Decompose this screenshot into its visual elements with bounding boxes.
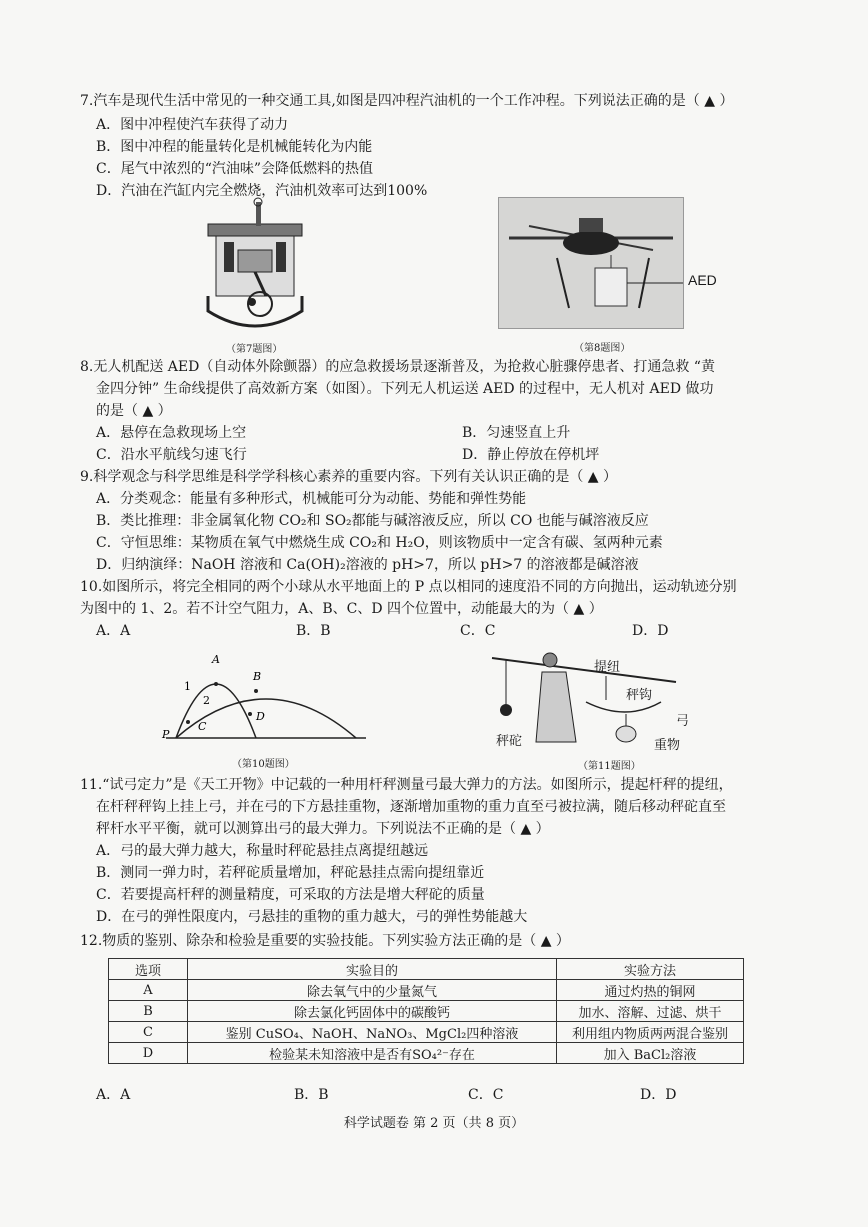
label-p: P (162, 728, 170, 741)
q9-option-d: D．归纳演绎：NaOH 溶液和 Ca(OH)₂溶液的 pH>7，所以 pH>7 的溶液都是碱溶液 (96, 557, 639, 573)
table-header-row (109, 959, 744, 980)
experiment-table (108, 958, 744, 1064)
table-cell: C (109, 1022, 188, 1043)
q7-option-c: C．尾气中浓烈的“汽油味”会降低燃料的热值 (96, 161, 374, 177)
label-chengtuo: 秤砣 (496, 734, 523, 749)
table-cell: D (109, 1043, 188, 1064)
trajectory-figure (156, 650, 376, 750)
table-cell: 利用组内物质两两混合鉴别 (557, 1022, 744, 1043)
q8-option-c: C．沿水平航线匀速飞行 (96, 447, 247, 463)
q11-option-d: D．在弓的弹性限度内，弓悬挂的重物的重力越大，弓的弹性势能越大 (96, 909, 528, 925)
table-cell: 除去氯化钙固体中的碳酸钙 (188, 1001, 557, 1022)
q9-option-b: B．类比推理：非金属氧化物 CO₂和 SO₂都能与碱溶液反应，所以 CO 也能与碱溶液反应 (96, 513, 649, 529)
q12-stem: 12.物质的鉴别、除杂和检验是重要的实验技能。下列实验方法正确的是（ ▲ ） (80, 933, 570, 949)
label-d: D (256, 710, 265, 723)
label-b: B (253, 670, 262, 683)
q9-stem: 9.科学观念与科学思维是科学学科核心素养的重要内容。下列有关认识正确的是（ ▲ ） (80, 469, 618, 485)
q10-option-d: D．D (632, 623, 669, 639)
label-1: 1 (184, 680, 191, 693)
q9-option-a: A．分类观念：能量有多种形式，机械能可分为动能、势能和弹性势能 (96, 491, 527, 507)
q12-option-c: C．C (468, 1087, 504, 1103)
q12-option-d: D．D (640, 1087, 677, 1103)
q7-stem: 7.汽车是现代生活中常见的一种交通工具,如图是四冲程汽油机的一个工作冲程。下列说法正确的是（ ▲ ） (80, 93, 734, 109)
engine-cylinder-figure (200, 196, 310, 336)
q8-option-d: D．静止停放在停机坪 (462, 447, 600, 463)
q11-option-a: A．弓的最大弹力越大，称量时秤砣悬挂点离提纽越远 (96, 843, 429, 859)
q11-figure-caption: （第11题图） (578, 761, 641, 772)
q12-option-a: A．A (96, 1087, 131, 1103)
table-header: 选项 (109, 959, 188, 980)
q9-option-c: C．守恒思维：某物质在氧气中燃烧生成 CO₂和 H₂O，则该物质中一定含有碳、氢两种元素 (96, 535, 663, 551)
q8-option-a: A．悬停在急救现场上空 (96, 425, 247, 441)
q10-stem-line2: 为图中的 1、2。若不计空气阻力，A、B、C、D 四个位置中，动能最大的为（ ▲ ） (80, 601, 603, 617)
table-cell: 除去氧气中的少量氮气 (188, 980, 557, 1001)
label-2: 2 (203, 694, 210, 707)
label-a: A (212, 653, 220, 666)
table-cell: B (109, 1001, 188, 1022)
drone-photo (498, 197, 684, 329)
q11-option-c: C．若要提高杆秤的测量精度，可采取的方法是增大秤砣的质量 (96, 887, 485, 903)
table-cell: 加入 BaCl₂溶液 (557, 1043, 744, 1064)
label-gong: 弓 (676, 714, 690, 729)
q11-option-b: B．测同一弹力时，若秤砣质量增加，秤砣悬挂点需向提纽靠近 (96, 865, 485, 881)
aed-label: AED (688, 272, 717, 288)
q7-option-a: A．图中冲程使汽车获得了动力 (96, 117, 289, 133)
label-tizu: 提纽 (594, 660, 621, 675)
table-cell: 通过灼热的铜网 (557, 980, 744, 1001)
table-row (109, 1001, 744, 1022)
table-cell: A (109, 980, 188, 1001)
label-c: C (198, 720, 207, 733)
q11-stem-line3: 秤杆水平平衡，就可以测算出弓的最大弹力。下列说法不正确的是（ ▲ ） (96, 821, 550, 837)
q7-figure-caption: （第7题图） (226, 344, 283, 355)
label-chenggou: 秤钩 (626, 688, 653, 703)
q12-option-b: B．B (294, 1087, 329, 1103)
label-zhongwu: 重物 (654, 738, 681, 753)
q11-stem-line2: 在杆秤秤钩上挂上弓，并在弓的下方悬挂重物，逐渐增加重物的重力直至弓被拉满，随后移动秤砣直至 (96, 799, 726, 815)
table-cell: 鉴别 CuSO₄、NaOH、NaNO₃、MgCl₂四种溶液 (188, 1022, 557, 1043)
table-row (109, 1022, 744, 1043)
q10-option-c: C．C (460, 623, 496, 639)
q8-stem-line3: 的是（ ▲ ） (96, 403, 172, 419)
table-header: 实验目的 (188, 959, 557, 980)
q11-stem-line1: 11.“试弓定力”是《天工开物》中记载的一种用杆秤测量弓最大弹力的方法。如图所示，提起杆秤的提纽， (80, 777, 733, 793)
q7-option-b: B．图中冲程的能量转化是机械能转化为内能 (96, 139, 373, 155)
table-row (109, 1043, 744, 1064)
q8-figure-caption: （第8题图） (574, 343, 631, 354)
q8-stem-line1: 8.无人机配送 AED（自动体外除颤器）的应急救援场景逐渐普及，为抢救心脏骤停患者、打通急救 “黄 (80, 359, 715, 375)
table-cell: 检验某未知溶液中是否有SO₄²⁻存在 (188, 1043, 557, 1064)
q8-stem-line2: 金四分钟” 生命线提供了高效新方案（如图）。下列无人机运送 AED 的过程中，无人机对 AED 做功 (96, 381, 714, 397)
q10-stem-line1: 10.如图所示，将完全相同的两个小球从水平地面上的 P 点以相同的速度沿不同的方向抛出，运动轨迹分别 (80, 579, 737, 595)
table-header: 实验方法 (557, 959, 744, 980)
q8-option-b: B．匀速竖直上升 (462, 425, 571, 441)
table-cell: 加水、溶解、过滤、烘干 (557, 1001, 744, 1022)
page-footer: 科学试题卷 第 2 页（共 8 页） (343, 1116, 525, 1131)
q10-option-b: B．B (296, 623, 331, 639)
q10-figure-caption: （第10题图） (232, 759, 295, 770)
table-row (109, 980, 744, 1001)
q7-option-d: D．汽油在汽缸内完全燃烧，汽油机效率可达到100% (96, 183, 428, 199)
q10-option-a: A．A (96, 623, 131, 639)
